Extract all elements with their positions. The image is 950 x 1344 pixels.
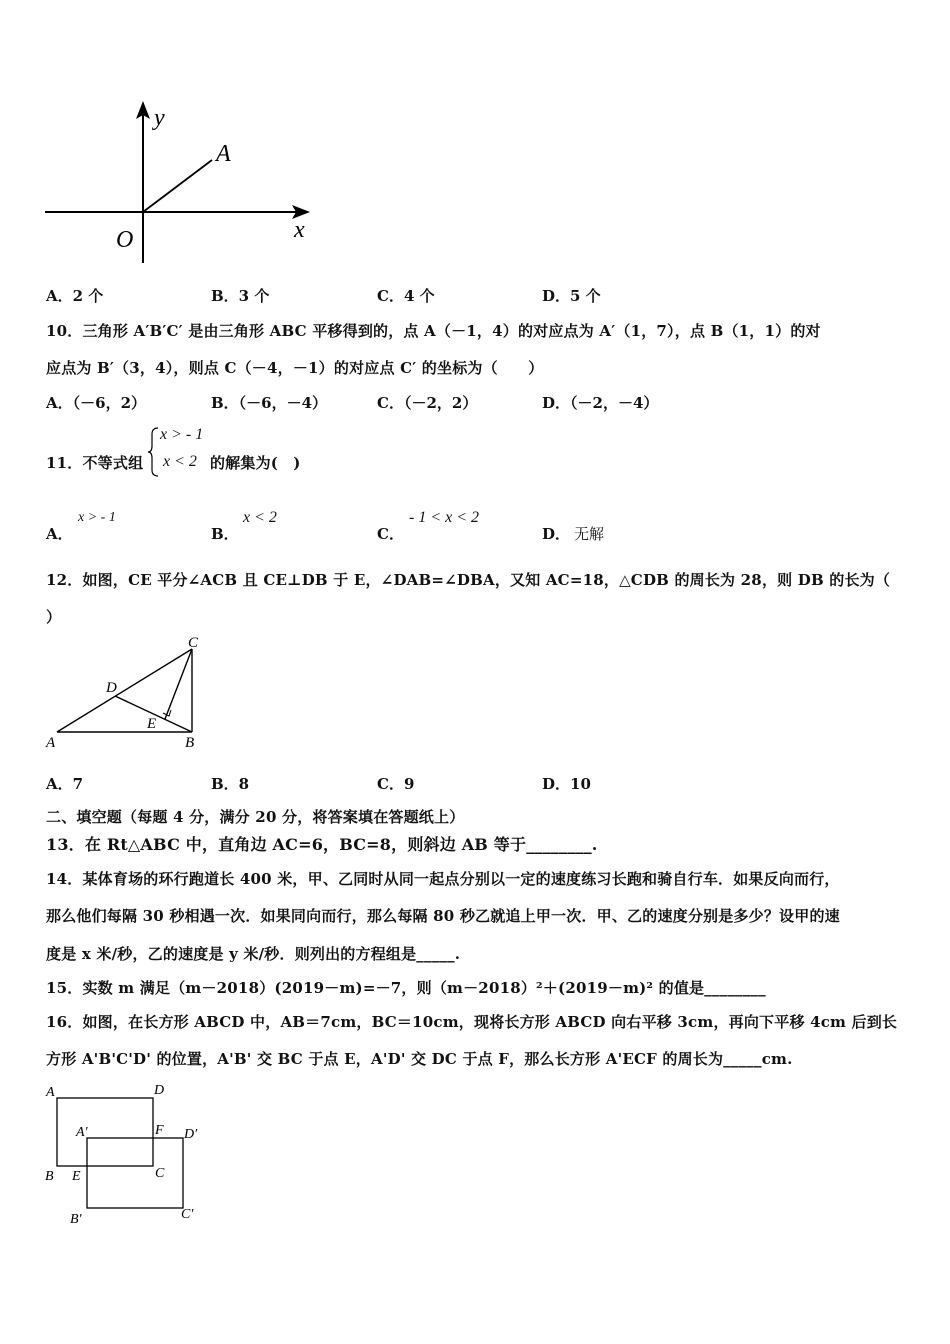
rect-label-b: B	[45, 1169, 54, 1184]
q11-option-d-text: 无解	[574, 525, 605, 543]
point-a-label: A	[216, 141, 231, 167]
q11-option-b-letter: B．	[211, 525, 239, 543]
origin-label: O	[116, 227, 134, 253]
q12-option-b: B．8	[211, 775, 250, 793]
q11-system-line-2: x < 2	[163, 453, 197, 470]
q11-brace	[148, 426, 160, 478]
q11-suffix: 的解集为( )	[210, 454, 301, 472]
q10-option-c: C．（－2，2）	[377, 394, 478, 412]
q12-option-c: C．9	[377, 775, 415, 793]
q10-line-1: 10．三角形 A′B′C′ 是由三角形 ABC 平移得到的，点 A（－1，4）的对应点为 A′（1，7），点 B（1，1）的对	[46, 322, 821, 340]
q14-line-1: 14．某体育场的环行跑道长 400 米，甲、乙同时从同一起点分别以一定的速度练习长跑和骑自行车．如果反向而行，	[46, 870, 840, 888]
rect-label-a-prime: A′	[76, 1125, 88, 1140]
q11-option-c-expr: - 1 < x < 2	[409, 509, 480, 526]
q9-option-d: D．5 个	[542, 287, 601, 305]
q9-option-a: A．2 个	[46, 287, 104, 305]
q16-line-1: 16．如图，在长方形 ABCD 中，AB＝7cm，BC＝10cm，现将长方形 ABCD 向右平移 3cm，再向下平移 4cm 后到长	[46, 1013, 898, 1031]
q10-option-d: D．（－2，－4）	[542, 394, 659, 412]
vertex-b-label: B	[185, 735, 195, 751]
q9-option-c: C．4 个	[377, 287, 435, 305]
q11-option-a-letter: A．	[46, 525, 73, 543]
q14-line-2: 那么他们每隔 30 秒相遇一次．如果同向而行，那么每隔 80 秒乙就追上甲一次．甲、乙的速度分别是多少？设甲的速	[46, 907, 840, 925]
rect-label-c: C	[155, 1166, 165, 1181]
q12-line-2: ）	[46, 608, 62, 626]
rect-label-a: A	[46, 1085, 55, 1100]
q16-line-2: 方形 A'B'C'D' 的位置，A'B' 交 BC 于点 E，A'D' 交 DC 于点 F，那么长方形 A'ECF 的周长为_____cm.	[46, 1050, 793, 1068]
rect-label-d: D	[154, 1083, 165, 1098]
q11-option-a-expr: x > - 1	[78, 510, 116, 525]
q12-option-a: A．7	[46, 775, 84, 793]
rect-label-e: E	[72, 1169, 81, 1184]
section-2-title: 二、填空题（每题 4 分，满分 20 分，将答案填在答题纸上）	[46, 808, 465, 826]
q11-option-b-expr: x < 2	[243, 509, 277, 526]
triangle-figure	[40, 630, 220, 755]
q13: 13．在 Rt△ABC 中，直角边 AC=6，BC=8，则斜边 AB 等于________.	[46, 835, 598, 854]
axes-figure	[40, 95, 330, 270]
rectangles-figure	[40, 1078, 220, 1228]
q10-option-b: B．（－6，－4）	[211, 394, 328, 412]
x-axis-label: x	[294, 217, 305, 243]
q12-line-1: 12．如图，CE 平分∠ACB 且 CE⊥DB 于 E，∠DAB=∠DBA，又知 AC=18，△CDB 的周长为 28，则 DB 的长为（	[46, 571, 891, 589]
vertex-c-label: C	[188, 635, 199, 651]
q11-option-c-letter: C．	[377, 525, 404, 543]
vertex-a-label: A	[46, 735, 56, 751]
rect-label-d-prime: D′	[184, 1127, 198, 1142]
q15: 15．实数 m 满足（m－2018）(2019－m)=－7，则（m－2018）²＋(2019－m)² 的值是________	[46, 979, 766, 997]
rect-label-f: F	[155, 1123, 164, 1138]
q14-line-3: 度是 x 米/秒，乙的速度是 y 米/秒．则列出的方程组是_____.	[46, 945, 461, 963]
y-axis-label: y	[154, 105, 165, 131]
rect-label-c-prime: C′	[181, 1207, 194, 1222]
q10-option-a: A．（－6，2）	[46, 394, 147, 412]
q11-option-d-letter: D．	[542, 525, 571, 543]
point-d-label: D	[106, 680, 117, 696]
q11-system-line-1: x > - 1	[160, 426, 204, 443]
q12-option-d: D．10	[542, 775, 591, 793]
rect-label-b-prime: B′	[70, 1212, 82, 1227]
q11-prefix: 11．不等式组	[46, 454, 144, 472]
q9-option-b: B．3 个	[211, 287, 270, 305]
point-e-label: E	[147, 716, 157, 732]
q10-line-2: 应点为 B′（3，4），则点 C（－4，－1）的对应点 C′ 的坐标为（ ）	[46, 359, 544, 377]
